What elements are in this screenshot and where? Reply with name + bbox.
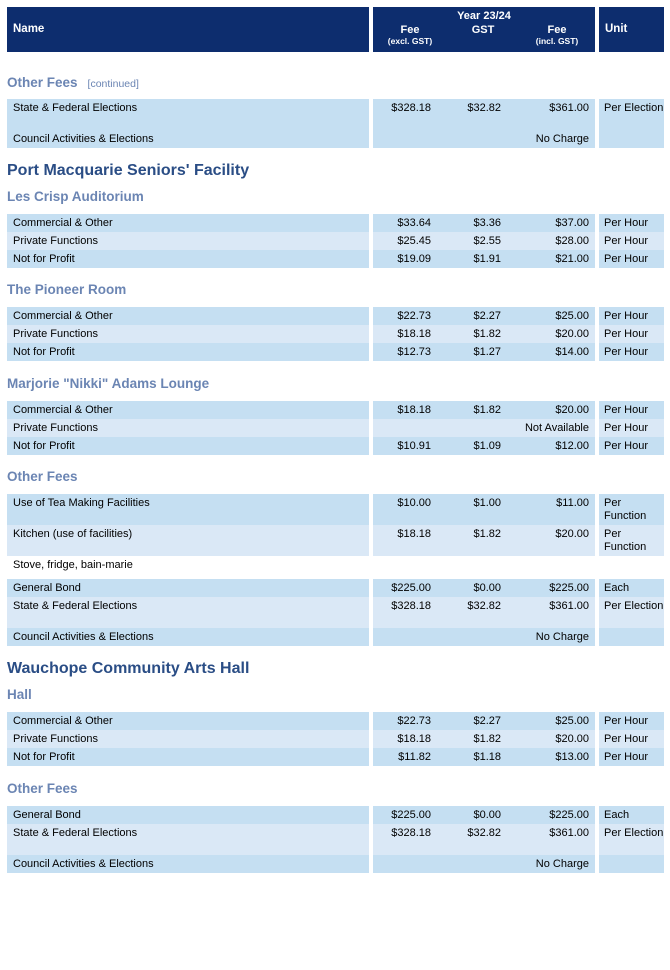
fee-incl: $20.00 (555, 404, 589, 416)
gst: $1.82 (473, 733, 501, 745)
gst: $2.27 (473, 310, 501, 322)
table-row (0, 824, 670, 855)
gst: $0.00 (473, 582, 501, 594)
table-row (0, 748, 670, 766)
column-header-unit-label: Unit (605, 23, 628, 35)
column-header-name (7, 7, 369, 52)
room-heading: Hall (7, 687, 32, 702)
unit: Per Hour (604, 310, 649, 322)
unit: Each (604, 582, 630, 594)
section-heading-other-fees: Other Fees (7, 469, 78, 484)
table-row (0, 401, 670, 419)
table-row (0, 99, 670, 130)
row-name: State & Federal Elections (13, 102, 138, 114)
fee-incl: $25.00 (555, 715, 589, 727)
gst: $1.91 (473, 253, 501, 265)
fee-incl: $20.00 (555, 733, 589, 745)
facility-heading: Wauchope Community Arts Hall (7, 660, 250, 677)
fee-incl: No Charge (535, 631, 589, 643)
unit: Per Election (604, 827, 664, 839)
row-name: Not for Profit (13, 253, 75, 265)
gst: $1.18 (473, 751, 501, 763)
table-row (0, 712, 670, 730)
gst: $3.36 (473, 217, 501, 229)
row-name: Private Functions (13, 422, 98, 434)
unit: Per Hour (604, 733, 649, 745)
gst-label: GST (471, 24, 495, 36)
room-heading: The Pioneer Room (7, 282, 127, 297)
gst: $1.09 (473, 440, 501, 452)
column-header-name-label: Name (13, 23, 45, 35)
table-row (0, 214, 670, 232)
table-row (0, 437, 670, 455)
fee-incl: $14.00 (555, 346, 589, 358)
column-header-fee-incl (521, 24, 593, 46)
table-row (0, 597, 670, 628)
table-row (0, 307, 670, 325)
table-row (0, 232, 670, 250)
fee-excl: $10.91 (397, 440, 431, 452)
table-row (0, 494, 670, 525)
gst: $2.27 (473, 715, 501, 727)
row-name: Council Activities & Elections (13, 858, 154, 870)
unit: Per Function (604, 528, 647, 553)
fee-excl: $22.73 (397, 310, 431, 322)
gst: $2.55 (473, 235, 501, 247)
column-header-gst (449, 24, 517, 37)
section-heading-other-fees: Other Fees (7, 781, 78, 796)
fee-excl: $18.18 (397, 404, 431, 416)
unit: Per Hour (604, 235, 649, 247)
continued-note: [continued] (87, 78, 139, 90)
row-name: General Bond (13, 809, 81, 821)
row-name: Commercial & Other (13, 217, 113, 229)
fee-incl: $21.00 (555, 253, 589, 265)
fee-excl: $18.18 (397, 528, 431, 540)
unit: Per Hour (604, 422, 649, 434)
fee-excl: $18.18 (397, 733, 431, 745)
fee-excl: $12.73 (397, 346, 431, 358)
column-header-unit (599, 7, 664, 52)
row-name: Kitchen (use of facilities) (13, 528, 133, 540)
table-row (0, 250, 670, 268)
fee-incl: No Charge (535, 133, 589, 145)
unit: Per Hour (604, 253, 649, 265)
room-heading: Les Crisp Auditorium (7, 189, 144, 204)
column-header-year (373, 7, 595, 52)
table-row (0, 579, 670, 597)
fee-excl: $22.73 (397, 715, 431, 727)
fee-excl: $11.82 (398, 751, 431, 763)
table-row (0, 556, 670, 576)
row-name: General Bond (13, 582, 81, 594)
unit: Per Hour (604, 404, 649, 416)
row-name: Use of Tea Making Facilities (13, 497, 150, 509)
fee-incl: $28.00 (555, 235, 589, 247)
section-heading-other-fees (7, 75, 139, 90)
fee-excl-label: Fee (400, 24, 420, 36)
row-name: Private Functions (13, 328, 98, 340)
row-name: Not for Profit (13, 440, 75, 452)
table-row (0, 730, 670, 748)
fee-excl: $225.00 (391, 809, 431, 821)
unit: Per Election (604, 102, 664, 114)
table-row (0, 343, 670, 361)
fee-excl: $33.64 (397, 217, 431, 229)
fee-incl: $225.00 (549, 809, 589, 821)
unit: Per Hour (604, 346, 649, 358)
fee-excl: $19.09 (397, 253, 431, 265)
room-heading: Marjorie "Nikki" Adams Lounge (7, 376, 210, 391)
fee-incl: $361.00 (549, 102, 589, 114)
fee-incl: No Charge (535, 858, 589, 870)
gst: $32.82 (467, 600, 501, 612)
fee-excl: $18.18 (397, 328, 431, 340)
fee-incl: $361.00 (549, 827, 589, 839)
row-name: Commercial & Other (13, 310, 113, 322)
unit: Per Hour (604, 715, 649, 727)
row-name: State & Federal Elections (13, 827, 138, 839)
fee-excl: $328.18 (391, 600, 431, 612)
row-name: Commercial & Other (13, 404, 113, 416)
fee-excl: $328.18 (391, 827, 431, 839)
row-name: Council Activities & Elections (13, 133, 154, 145)
table-row (0, 525, 670, 556)
row-name: State & Federal Elections (13, 600, 138, 612)
fee-incl: $37.00 (555, 217, 589, 229)
fee-incl: $11.00 (556, 497, 589, 509)
facility-heading: Port Macquarie Seniors' Facility (7, 162, 250, 179)
table-row (0, 806, 670, 824)
row-name: Council Activities & Elections (13, 631, 154, 643)
fee-incl: $20.00 (555, 328, 589, 340)
fee-incl: $20.00 (555, 528, 589, 540)
fee-incl-label: Fee (547, 24, 567, 36)
fee-excl: $25.45 (397, 235, 431, 247)
fee-excl: $225.00 (391, 582, 431, 594)
gst: $1.82 (473, 528, 501, 540)
fee-incl: $13.00 (555, 751, 589, 763)
row-name: Not for Profit (13, 346, 75, 358)
unit: Per Election (604, 600, 664, 612)
table-row (0, 130, 670, 148)
gst: $32.82 (467, 827, 501, 839)
gst: $1.82 (473, 328, 501, 340)
row-name: Commercial & Other (13, 715, 113, 727)
unit: Per Function (604, 497, 647, 522)
table-row (0, 325, 670, 343)
gst: $32.82 (467, 102, 501, 114)
section-title: Other Fees (7, 75, 78, 90)
gst: $1.82 (473, 404, 501, 416)
row-name: Stove, fridge, bain-marie (13, 559, 133, 571)
column-header-fee-excl (375, 24, 445, 46)
table-row (0, 419, 670, 437)
unit: Per Hour (604, 751, 649, 763)
row-name: Private Functions (13, 733, 98, 745)
unit: Each (604, 809, 630, 821)
fee-incl: Not Available (524, 422, 589, 434)
year-label: Year 23/24 (457, 10, 511, 22)
fee-incl: $25.00 (555, 310, 589, 322)
fee-incl: $361.00 (549, 600, 589, 612)
gst: $1.27 (473, 346, 501, 358)
fee-excl: $328.18 (391, 102, 431, 114)
unit: Per Hour (604, 217, 649, 229)
row-name: Private Functions (13, 235, 98, 247)
row-name: Not for Profit (13, 751, 75, 763)
fee-incl: $12.00 (555, 440, 589, 452)
table-row (0, 855, 670, 873)
gst: $1.00 (473, 497, 501, 509)
fee-excl: $10.00 (397, 497, 431, 509)
unit: Per Hour (604, 328, 649, 340)
fee-incl-sublabel: (incl. GST) (535, 35, 579, 46)
fee-incl: $225.00 (549, 582, 589, 594)
fee-excl-sublabel: (excl. GST) (387, 35, 433, 46)
gst: $0.00 (473, 809, 501, 821)
unit: Per Hour (604, 440, 649, 452)
table-row (0, 628, 670, 646)
